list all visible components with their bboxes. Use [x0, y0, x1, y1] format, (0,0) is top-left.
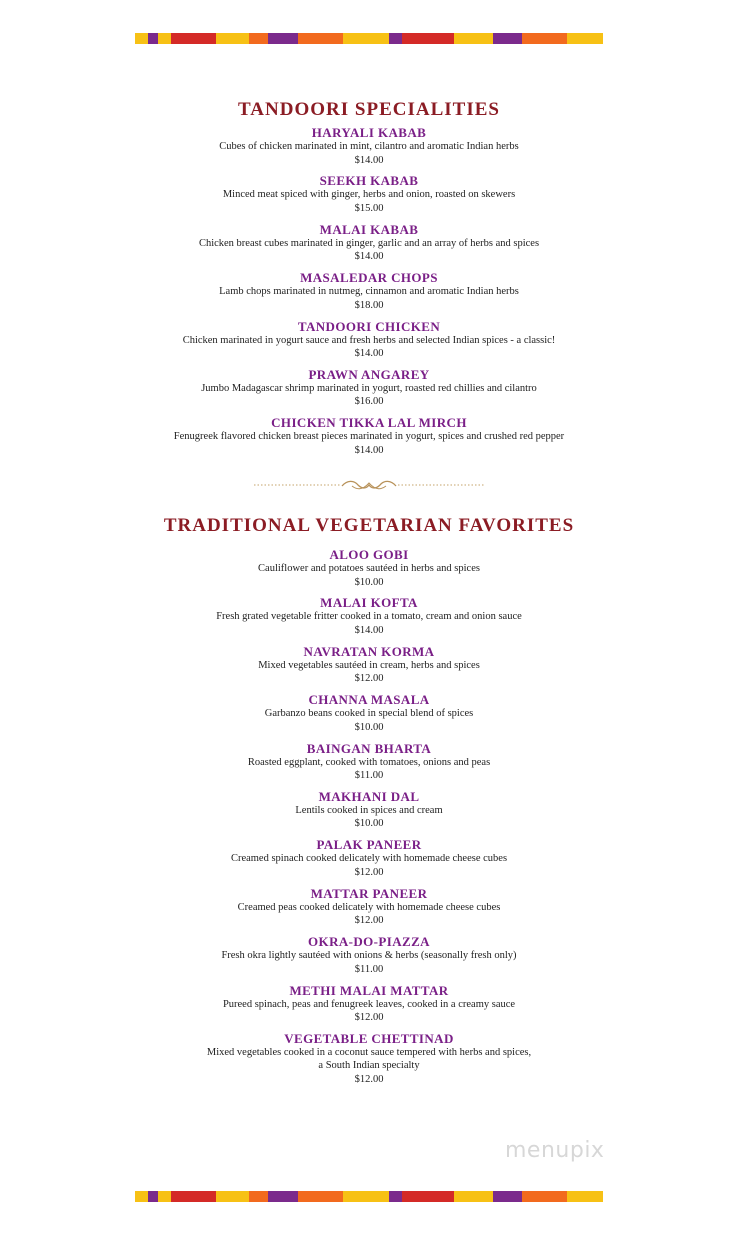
- menu-item-description: Roasted eggplant, cooked with tomatoes, onions and peas: [247, 756, 491, 768]
- stripe-segment: [233, 1191, 249, 1202]
- menu-item: [0, 837, 738, 885]
- menu-item-price: $11.00: [354, 770, 384, 782]
- stripe-segment: [158, 33, 171, 44]
- menu-item: [0, 595, 738, 643]
- decorative-stripe-bottom: [135, 1191, 603, 1202]
- menu-item-description: Fresh grated vegetable fritter cooked in a tomato, cream and onion sauce: [216, 611, 522, 623]
- vegetarian-item-list: [0, 547, 738, 1093]
- menu-item-name: HARYALI KABAB: [311, 125, 427, 140]
- menu-item-description: Creamed spinach cooked delicately with homemade cheese cubes: [230, 853, 508, 865]
- stripe-segment: [402, 1191, 428, 1202]
- menu-item-name: MALAI KABAB: [319, 221, 419, 237]
- stripe-segment: [268, 1191, 297, 1202]
- menu-item-description: Mixed vegetables cooked in a coconut sauce tempered with herbs and spices,: [206, 1046, 532, 1058]
- menu-item-name: ALOO GOBI: [329, 547, 409, 562]
- menu-item-price: $14.00: [354, 624, 384, 636]
- menu-item: [0, 125, 738, 173]
- menu-item: [0, 319, 738, 367]
- menu-item-description: Cubes of chicken marinated in mint, cilantro and aromatic Indian herbs: [219, 141, 519, 152]
- menu-item: [0, 222, 738, 270]
- stripe-segment: [567, 1191, 603, 1202]
- stripe-segment: [402, 33, 428, 44]
- stripe-segment: [216, 33, 232, 44]
- stripe-segment: [522, 33, 545, 44]
- menu-item: [0, 367, 738, 415]
- stripe-segment: [428, 1191, 454, 1202]
- menu-item-description: Garbanzo beans cooked in special blend of spices: [264, 708, 474, 720]
- stripe-segment: [298, 1191, 321, 1202]
- ornament-divider: [254, 478, 484, 492]
- menu-item-name: VEGETABLE CHETTINAD: [284, 1030, 454, 1046]
- menu-item-price: $14.00: [354, 251, 384, 263]
- tandoori-item-list: [0, 125, 738, 464]
- menu-item-price: $14.00: [354, 348, 384, 360]
- menu-item-description: Jumbo Madagascar shrimp marinated in yogurt, roasted red chillies and cilantro: [201, 382, 537, 394]
- menu-item-name: METHI MALAI MATTAR: [289, 982, 449, 998]
- menu-item: [0, 270, 738, 318]
- stripe-segment: [249, 1191, 269, 1202]
- menu-item: [0, 741, 738, 789]
- decorative-stripe-top: [135, 33, 603, 44]
- menu-item: [0, 789, 738, 837]
- stripe-segment: [194, 33, 217, 44]
- stripe-segment: [171, 1191, 194, 1202]
- menu-item-name: MAKHANI DAL: [318, 788, 420, 804]
- stripe-segment: [298, 33, 321, 44]
- menu-item: [0, 934, 738, 982]
- menu-item-price: $12.00: [354, 866, 384, 878]
- menu-item-price: $18.00: [354, 299, 384, 311]
- stripe-segment: [567, 33, 603, 44]
- stripe-segment: [343, 1191, 366, 1202]
- menu-item-name: MATTAR PANEER: [310, 885, 428, 901]
- menu-item: [0, 886, 738, 934]
- menu-item-description: Chicken breast cubes marinated in ginger, garlic and an array of herbs and spices: [198, 237, 540, 249]
- menu-item: [0, 415, 738, 463]
- menu-item-name: NAVRATAN KORMA: [303, 643, 435, 659]
- stripe-segment: [522, 1191, 545, 1202]
- stripe-segment: [428, 33, 454, 44]
- menu-item: [0, 983, 738, 1031]
- menupix-watermark: menupix: [505, 1138, 605, 1163]
- menu-item-name: TANDOORI CHICKEN: [297, 318, 441, 334]
- menu-item-description: Minced meat spiced with ginger, herbs and onion, roasted on skewers: [222, 189, 516, 201]
- menu-item-description: Fresh okra lightly sautéed with onions & herbs (seasonally fresh only): [221, 950, 517, 962]
- stripe-segment: [135, 33, 148, 44]
- menu-item-price: $14.00: [354, 444, 384, 456]
- stripe-segment: [233, 33, 249, 44]
- menu-item-price: $14.00: [354, 154, 384, 166]
- section-title-tandoori: TANDOORI SPECIALITIES: [238, 99, 500, 120]
- stripe-segment: [545, 33, 568, 44]
- stripe-segment: [545, 1191, 568, 1202]
- stripe-segment: [158, 1191, 171, 1202]
- stripe-segment: [454, 33, 474, 44]
- stripe-segment: [343, 33, 366, 44]
- menu-item-price: $16.00: [354, 396, 384, 408]
- stripe-segment: [454, 1191, 474, 1202]
- stripe-segment: [171, 33, 194, 44]
- menu-item-price: $12.00: [354, 1073, 384, 1085]
- menu-item-description-line2: a South Indian specialty: [318, 1060, 420, 1072]
- menu-item-price: $10.00: [354, 721, 384, 733]
- stripe-segment: [135, 1191, 148, 1202]
- stripe-segment: [320, 1191, 343, 1202]
- menu-item-price: $10.00: [354, 818, 384, 830]
- stripe-segment: [249, 33, 269, 44]
- menu-item-description: Chicken marinated in yogurt sauce and fresh herbs and selected Indian spices - a classic!: [182, 334, 556, 346]
- menu-item-price: $15.00: [354, 202, 384, 214]
- stripe-segment: [493, 33, 522, 44]
- menu-item-name: PALAK PANEER: [316, 837, 422, 853]
- menu-item: [0, 692, 738, 740]
- menu-item-name: PRAWN ANGAREY: [308, 366, 430, 382]
- menu-item-name: CHANNA MASALA: [308, 692, 430, 708]
- menu-item: [0, 173, 738, 221]
- menu-item-description: Mixed vegetables sautéed in cream, herbs and spices: [258, 659, 480, 671]
- menu-item: [0, 547, 738, 595]
- stripe-segment: [216, 1191, 232, 1202]
- stripe-segment: [268, 33, 297, 44]
- menu-item-description: Lentils cooked in spices and cream: [295, 804, 443, 816]
- menu-item-name: MASALEDAR CHOPS: [300, 270, 438, 286]
- stripe-segment: [366, 33, 389, 44]
- stripe-segment: [473, 1191, 493, 1202]
- menu-item-price: $12.00: [354, 915, 384, 927]
- stripe-segment: [148, 33, 158, 44]
- menu-item-description: Creamed peas cooked delicately with homemade cheese cubes: [237, 901, 501, 913]
- menu-item: [0, 1031, 738, 1093]
- menu-item-description: Cauliflower and potatoes sautéed in herbs and spices: [258, 563, 480, 574]
- menu-item-price: $12.00: [354, 673, 384, 685]
- section-title-vegetarian: TRADITIONAL VEGETARIAN FAVORITES: [163, 515, 575, 536]
- menu-item-price: $10.00: [354, 576, 384, 588]
- stripe-segment: [194, 1191, 217, 1202]
- menu-item-name: OKRA-DO-PIAZZA: [308, 934, 430, 950]
- menu-item-name: CHICKEN TIKKA LAL MIRCH: [271, 415, 467, 431]
- stripe-segment: [320, 33, 343, 44]
- menu-item-description: Fenugreek flavored chicken breast pieces marinated in yogurt, spices and crushed red pepper: [173, 431, 565, 443]
- menu-item-name: SEEKH KABAB: [319, 173, 419, 189]
- menu-item-price: $12.00: [354, 1012, 384, 1024]
- menu-item-name: BAINGAN BHARTA: [306, 740, 432, 756]
- stripe-segment: [493, 1191, 522, 1202]
- stripe-segment: [389, 1191, 402, 1202]
- menu-item-price: $11.00: [354, 963, 384, 975]
- menu-item: [0, 644, 738, 692]
- stripe-segment: [366, 1191, 389, 1202]
- menu-item-name: MALAI KOFTA: [320, 595, 418, 611]
- menu-item-description: Lamb chops marinated in nutmeg, cinnamon and aromatic Indian herbs: [219, 286, 519, 298]
- stripe-segment: [389, 33, 402, 44]
- stripe-segment: [148, 1191, 158, 1202]
- menu-item-description: Pureed spinach, peas and fenugreek leaves, cooked in a creamy sauce: [222, 998, 516, 1010]
- stripe-segment: [473, 33, 493, 44]
